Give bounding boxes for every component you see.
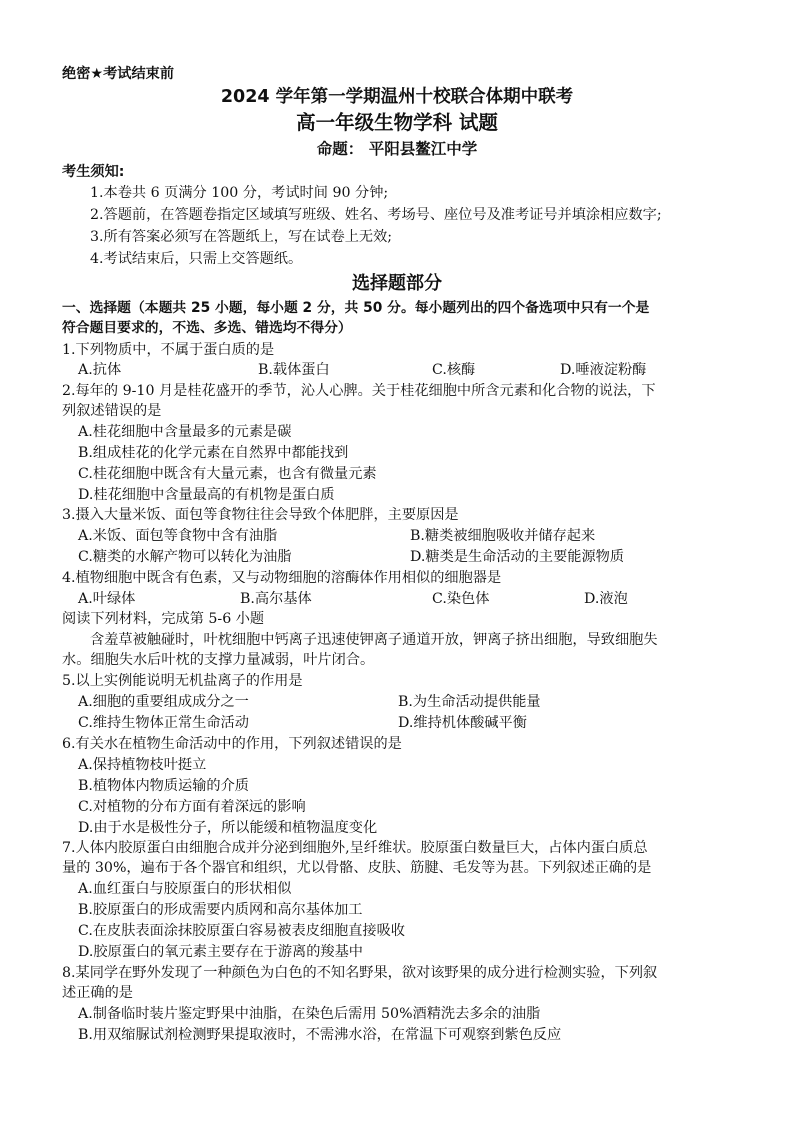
answer-option: C.染色体 <box>432 591 490 607</box>
answer-option: A.米饭、面包等食物中含有油脂 <box>78 528 278 544</box>
question-stem: 述正确的是 <box>62 985 133 1001</box>
notice-heading: 考生须知: <box>62 164 125 180</box>
answer-option: D.由于水是极性分子，所以能缓和植物温度变化 <box>78 820 378 836</box>
notice-item: 3.所有答案必须写在答题纸上，写在试卷上无效; <box>90 229 393 245</box>
answer-option: B.植物体内物质运输的介质 <box>78 778 249 794</box>
answer-option: B.载体蛋白 <box>258 362 330 378</box>
answer-option: D.胶原蛋白的氧元素主要存在于游离的羧基中 <box>78 944 363 960</box>
answer-option: A.血红蛋白与胶原蛋白的形状相似 <box>78 881 292 897</box>
question-stem: 6.有关水在植物生命活动中的作用，下列叙述错误的是 <box>62 736 402 752</box>
section-instructions: 一、选择题（本题共 25 小题，每小题 2 分，共 50 分。每小题列出的四个备选项中只有一个是 <box>62 300 650 316</box>
question-stem: 4.植物细胞中既含有色素，又与动物细胞的溶酶体作用相似的细胞器是 <box>62 570 502 586</box>
answer-option: A.叶绿体 <box>78 591 136 607</box>
reading-intro: 阅读下列材料，完成第 5-6 小题 <box>62 611 265 627</box>
answer-option: D.糖类是生命活动的主要能源物质 <box>410 549 625 565</box>
answer-option: B.组成桂花的化学元素在自然界中都能找到 <box>78 445 349 461</box>
section-instructions: 符合题目要求的，不选、多选、错选均不得分） <box>62 320 352 336</box>
answer-option: D.桂花细胞中含量最高的有机物是蛋白质 <box>78 487 335 503</box>
question-stem: 8.某同学在野外发现了一种颜色为白色的不知名野果，欲对该野果的成分进行检测实验，下列叙 <box>62 965 658 981</box>
question-stem: 3.摄入大量米饭、面包等食物往往会导致个体肥胖，主要原因是 <box>62 507 459 523</box>
answer-option: C.桂花细胞中既含有大量元素，也含有微量元素 <box>78 466 377 482</box>
exam-subtitle: 高一年级生物学科 试题 <box>296 111 498 134</box>
answer-option: D.维持机体酸碱平衡 <box>398 715 527 731</box>
notice-item: 2.答题前，在答题卷指定区域填写班级、姓名、考场号、座位号及准考证号并填涂相应数字; <box>90 207 662 223</box>
reading-paragraph: 含羞草被触碰时，叶枕细胞中钙离子迅速使钾离子通道开放，钾离子挤出细胞，导致细胞失 <box>90 632 658 648</box>
question-stem: 5.以上实例能说明无机盐离子的作用是 <box>62 673 303 689</box>
answer-option: C.在皮肤表面涂抹胶原蛋白容易被表皮细胞直接吸收 <box>78 923 405 939</box>
answer-option: A.制备临时装片鉴定野果中油脂，在染色后需用 50%酒精洗去多余的油脂 <box>78 1006 541 1022</box>
question-stem: 1.下列物质中，不属于蛋白质的是 <box>62 342 275 358</box>
confidential-label: 绝密★考试结束前 <box>62 66 175 82</box>
reading-paragraph: 水。细胞失水后叶枕的支撑力量减弱，叶片闭合。 <box>62 652 375 668</box>
answer-option: C.糖类的水解产物可以转化为油脂 <box>78 549 292 565</box>
notice-item: 1.本卷共 6 页满分 100 分，考试时间 90 分钟; <box>90 185 389 201</box>
exam-author: 命题： 平阳县鳌江中学 <box>316 140 478 158</box>
notice-item: 4.考试结束后，只需上交答题纸。 <box>90 251 303 267</box>
answer-option: C.核酶 <box>432 362 476 378</box>
answer-option: B.糖类被细胞吸收并储存起来 <box>410 528 596 544</box>
answer-option: A.细胞的重要组成成分之一 <box>78 694 249 710</box>
answer-option: A.抗体 <box>78 362 122 378</box>
exam-title: 2024 学年第一学期温州十校联合体期中联考 <box>220 87 574 107</box>
answer-option: A.保持植物枝叶挺立 <box>78 757 207 773</box>
answer-option: B.用双缩脲试剂检测野果提取液时，不需沸水浴，在常温下可观察到紫色反应 <box>78 1027 562 1043</box>
section-title: 选择题部分 <box>352 273 442 294</box>
question-stem: 列叙述错误的是 <box>62 403 162 419</box>
answer-option: C.维持生物体正常生命活动 <box>78 715 249 731</box>
answer-option: D.液泡 <box>584 591 628 607</box>
answer-option: A.桂花细胞中含量最多的元素是碳 <box>78 424 292 440</box>
answer-option: B.为生命活动提供能量 <box>398 694 541 710</box>
answer-option: C.对植物的分布方面有着深远的影响 <box>78 799 306 815</box>
answer-option: B.高尔基体 <box>240 591 312 607</box>
question-stem: 量的 30%，遍布于各个器官和组织，尤以骨骼、皮肤、筋腱、毛发等为甚。下列叙述正确的是 <box>62 860 652 876</box>
question-stem: 7.人体内胶原蛋白由细胞合成并分泌到细胞外,呈纤维状。胶原蛋白数量巨大，占体内蛋白质总 <box>62 840 648 856</box>
answer-option: D.唾液淀粉酶 <box>560 362 647 378</box>
answer-option: B.胶原蛋白的形成需要内质网和高尔基体加工 <box>78 902 363 918</box>
question-stem: 2.每年的 9-10 月是桂花盛开的季节，沁人心脾。关于桂花细胞中所含元素和化合物的说法，下 <box>62 383 656 399</box>
